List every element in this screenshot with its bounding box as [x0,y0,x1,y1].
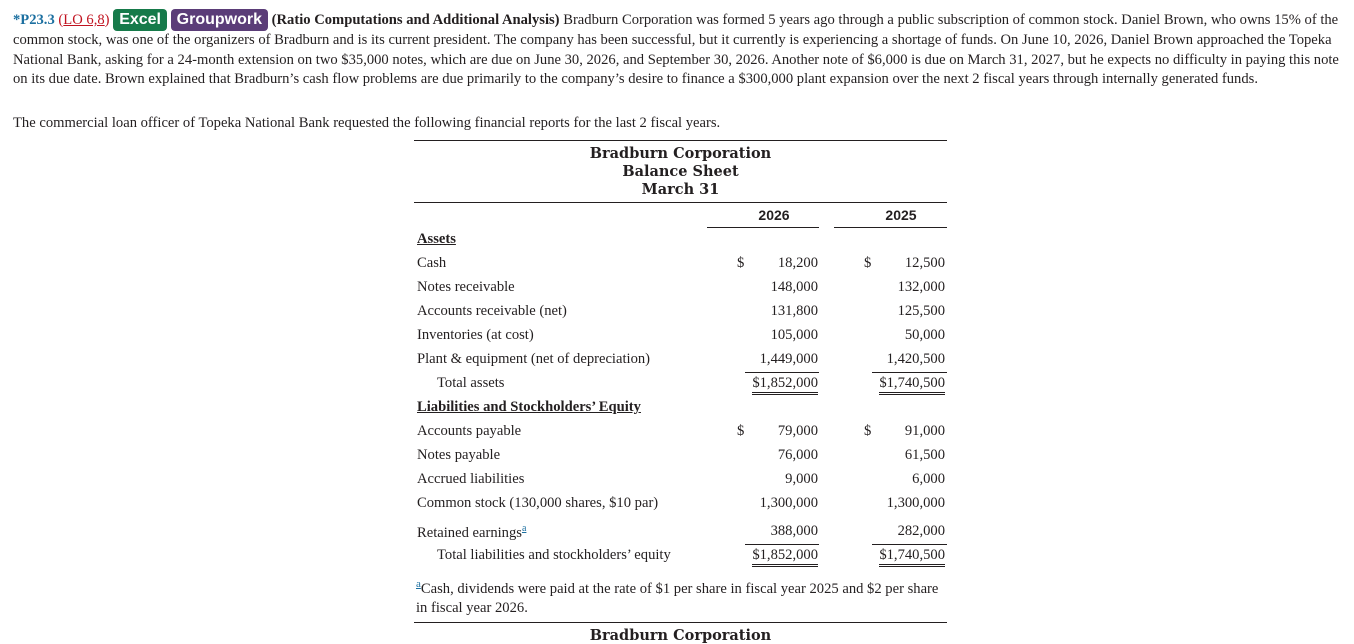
company-name: Bradburn Corporation [589,145,772,162]
next-table-top-rule [414,622,947,623]
subtotal-rule-2025 [872,544,947,545]
excel-badge[interactable]: Excel [113,9,167,31]
problem-title: (Ratio Computations and Additional Analysis) [271,12,560,28]
value-2026: 79,000 [777,423,818,439]
subtotal-rule-2025 [872,372,947,373]
table-top-rule [414,140,947,141]
row-label: Accounts payable [417,423,522,439]
subtotal-rule-2026 [745,544,819,545]
total-2025: $1,740,500 [879,547,945,567]
footnote-mark: a [416,578,421,590]
value-2025: 125,500 [897,303,945,319]
statement-date: March 31 [641,181,720,198]
problem-text: Bradburn Corporation was formed 5 years ago through a public subscription of common stock. Daniel Brown, who owns 15% of the common stock, was one of the organizers of Bradburn and is its current president. The company has been successful, but it currently is experiencing a shortage of funds. On June 10, 2026, Daniel Brown approached the Topeka National Bank, asking for a 24-month extension on two $35,000 notes, which are due on June 30, 2026, and September 30, 2026. Another note of $6,000 is due on March 31, 2027, but he expects no difficulty in paying this note on its due date. Brown explained that Bradburn’s cash flow problems are due primarily to the company’s desire to finance a $300,000 plant expansion over the next 2 fiscal years through internally generated funds. [13,12,1339,87]
table-row [414,495,947,517]
row-label: Notes payable [417,447,501,463]
section-assets: Assets [417,231,456,247]
value-2026: 1,300,000 [759,495,818,511]
value-2026: 148,000 [770,279,818,295]
value-2026: 18,200 [777,255,818,271]
value-2025: 61,500 [904,447,945,463]
footnote-marker-link[interactable]: a [521,523,527,534]
year-2026-underline [707,227,819,228]
row-label: Retained earnings$^a$ [417,523,527,541]
total-liabilities-equity-row [414,547,947,569]
section-liabilities-equity: Liabilities and Stockholders’ Equity [417,399,641,415]
row-label: Common stock (130,000 shares, $10 par) [417,495,659,511]
value-2025: 6,000 [912,471,945,487]
year-2025-header: 2025 [885,207,917,223]
value-2025: 132,000 [897,279,945,295]
dollar-sign: $ [737,423,745,439]
problem-paragraph [13,9,1343,90]
dollar-sign: $ [864,423,872,439]
header-rule [414,202,947,203]
value-2026: 131,800 [770,303,818,319]
value-2025: 1,420,500 [886,351,945,367]
total-assets-row [414,375,947,397]
next-company-name: Bradburn Corporation [589,627,772,644]
year-2025-underline [834,227,947,228]
groupwork-badge[interactable]: Groupwork [171,9,268,31]
table-row [414,327,947,349]
table-row [414,279,947,301]
value-2026: 1,449,000 [759,351,818,367]
total-2026: $1,852,000 [752,375,818,395]
table-row [414,471,947,493]
statement-title: Balance Sheet [622,163,739,180]
dollar-sign: $ [864,255,872,271]
footnote [416,575,946,618]
total-2025: $1,740,500 [879,375,945,395]
value-2026: 105,000 [770,327,818,343]
request-paragraph: The commercial loan officer of Topeka National Bank requested the following financial reports for the last 2 fiscal years. [13,115,721,131]
problem-number: P23.3 [20,12,55,28]
table-row [414,255,947,277]
table-row [414,423,947,445]
value-2025: 1,300,000 [886,495,945,511]
lo-link[interactable]: (LO 6,8) [58,12,110,28]
value-2025: 91,000 [904,423,945,439]
row-label: Inventories (at cost) [417,327,534,343]
row-label: Total liabilities and stockholders’ equity [437,547,671,563]
subtotal-rule-2026 [745,372,819,373]
row-label: Notes receivable [417,279,515,295]
value-2026: 76,000 [777,447,818,463]
row-label: Total assets [437,375,505,391]
value-2026: 9,000 [785,471,818,487]
table-row [414,303,947,325]
year-2026-header: 2026 [758,207,790,223]
value-2026: 388,000 [770,523,818,539]
row-label: Cash [417,255,447,271]
footnote-text: Cash, dividends were paid at the rate of $1 per share in fiscal year 2025 and $2 per share in fiscal year 2026. [416,580,939,616]
problem-star: * [13,12,21,28]
table-row [414,447,947,469]
table-row [414,523,947,545]
total-2026: $1,852,000 [752,547,818,567]
dollar-sign: $ [737,255,745,271]
row-label: Plant & equipment (net of depreciation) [417,351,651,367]
value-2025: 12,500 [904,255,945,271]
row-label: Accrued liabilities [417,471,525,487]
value-2025: 50,000 [904,327,945,343]
row-label: Accounts receivable (net) [417,303,567,319]
value-2025: 282,000 [897,523,945,539]
table-row [414,351,947,373]
